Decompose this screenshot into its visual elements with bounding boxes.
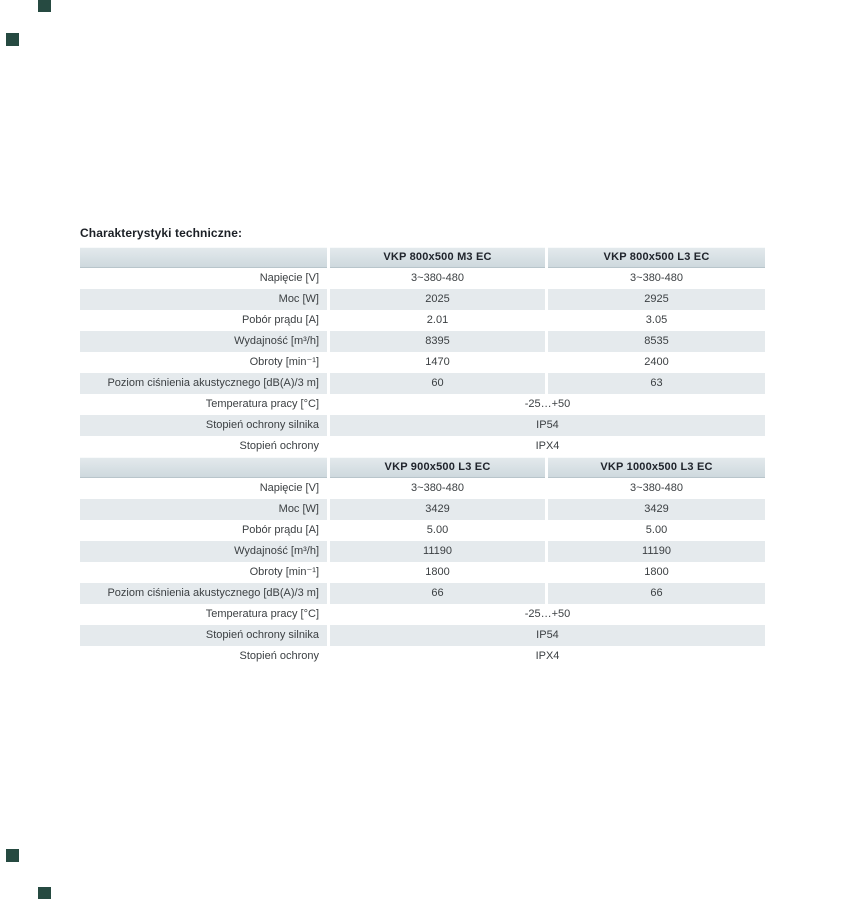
table-header-row [80, 247, 765, 268]
row-value: 1800 [425, 566, 450, 578]
table-row [80, 436, 765, 457]
row-value: 5.00 [426, 524, 449, 536]
row-label: Napięcie [V] [259, 482, 319, 494]
crop-mark-bottom [38, 887, 51, 899]
row-value: 3429 [330, 499, 545, 520]
row-value: 8395 [330, 331, 545, 352]
crop-mark-left-top [6, 33, 19, 46]
row-value: 3.05 [645, 314, 668, 326]
table-row [80, 394, 765, 415]
spec-table-1 [80, 247, 765, 457]
table-row [80, 583, 765, 604]
row-label: Stopień ochrony [239, 650, 319, 662]
row-value: 2025 [330, 289, 545, 310]
table-row [80, 478, 765, 499]
specs-section [80, 226, 765, 667]
row-label: Temperatura pracy [°C] [205, 608, 319, 620]
table-row [80, 625, 765, 646]
crop-mark-top [38, 0, 51, 12]
row-value-span: -25…+50 [524, 608, 571, 620]
row-label: Stopień ochrony silnika [80, 415, 327, 436]
row-value: 1800 [644, 566, 669, 578]
row-value-span: IP54 [330, 625, 765, 646]
row-label: Moc [W] [80, 289, 327, 310]
page-title: Charakterystyki techniczne: [80, 226, 243, 240]
spec-table-2 [80, 457, 765, 667]
row-value: 2400 [644, 356, 669, 368]
row-value: 5.00 [645, 524, 668, 536]
row-value: 3429 [548, 499, 765, 520]
crop-mark-left-bottom [6, 849, 19, 862]
row-value: 66 [330, 583, 545, 604]
column-header-empty [80, 247, 327, 268]
row-value: 66 [548, 583, 765, 604]
table-row [80, 331, 765, 352]
table-row [80, 541, 765, 562]
column-header: VKP 900x500 L3 EC [330, 457, 545, 478]
row-label: Poziom ciśnienia akustycznego [dB(A)/3 m] [80, 583, 327, 604]
row-label: Wydajność [m³/h] [80, 331, 327, 352]
row-value-span: IPX4 [535, 650, 560, 662]
column-header: VKP 800x500 L3 EC [548, 247, 765, 268]
row-value: 3~380-480 [411, 272, 464, 284]
row-label: Pobór prądu [A] [241, 524, 319, 536]
row-label: Stopień ochrony silnika [80, 625, 327, 646]
row-label: Wydajność [m³/h] [80, 541, 327, 562]
column-header: VKP 1000x500 L3 EC [548, 457, 765, 478]
table-header-row [80, 457, 765, 478]
row-value: 3~380-480 [630, 482, 683, 494]
table-row [80, 646, 765, 667]
row-value-span: -25…+50 [524, 398, 571, 410]
row-value: 3~380-480 [411, 482, 464, 494]
row-label: Obroty [min⁻¹] [249, 356, 319, 368]
column-header: VKP 800x500 M3 EC [330, 247, 545, 268]
row-value-span: IPX4 [535, 440, 560, 452]
row-value: 3~380-480 [630, 272, 683, 284]
table-row [80, 352, 765, 373]
table-row [80, 562, 765, 583]
spec-tables [80, 247, 765, 667]
row-value: 63 [548, 373, 765, 394]
row-value: 2925 [548, 289, 765, 310]
row-value: 60 [330, 373, 545, 394]
table-row [80, 310, 765, 331]
row-label: Napięcie [V] [259, 272, 319, 284]
row-label: Temperatura pracy [°C] [205, 398, 319, 410]
table-row [80, 520, 765, 541]
row-value: 11190 [548, 541, 765, 562]
row-label: Poziom ciśnienia akustycznego [dB(A)/3 m] [80, 373, 327, 394]
table-row [80, 289, 765, 310]
table-row [80, 373, 765, 394]
row-label: Obroty [min⁻¹] [249, 566, 319, 578]
row-value: 11190 [330, 541, 545, 562]
row-label: Moc [W] [80, 499, 327, 520]
row-value: 2.01 [426, 314, 449, 326]
row-value-span: IP54 [330, 415, 765, 436]
row-label: Pobór prądu [A] [241, 314, 319, 326]
column-header-empty [80, 457, 327, 478]
row-label: Stopień ochrony [239, 440, 319, 452]
table-row [80, 604, 765, 625]
table-row [80, 499, 765, 520]
table-row [80, 415, 765, 436]
table-row [80, 268, 765, 289]
row-value: 1470 [425, 356, 450, 368]
row-value: 8535 [548, 331, 765, 352]
